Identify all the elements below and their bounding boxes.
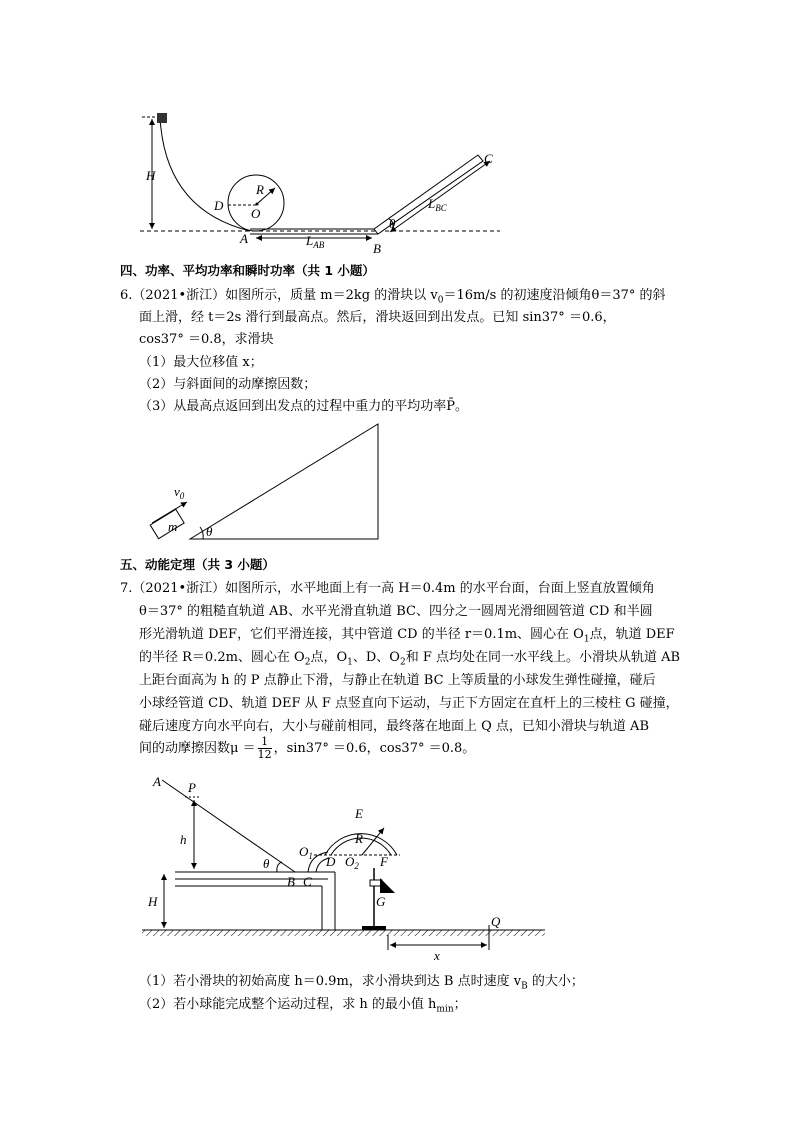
label-C: C <box>484 151 493 166</box>
label-B3: B <box>287 874 295 889</box>
angle-arc-3 <box>277 862 282 872</box>
q6-part3: （3）从最高点返回到出发点的过程中重力的平均功率P̄。 <box>139 399 469 414</box>
label-h: h <box>180 832 187 847</box>
label-theta1: θ <box>389 216 396 231</box>
prism-G <box>380 878 395 893</box>
incline-ab <box>162 780 295 872</box>
label-O2: $O_2$ <box>345 854 359 871</box>
label-LAB: $L_{AB}$ <box>306 233 325 250</box>
label-LBC: $L_{BC}$ <box>428 196 447 213</box>
q6-part2: （2）与斜面间的动摩擦因数； <box>139 377 317 392</box>
q7-line6: 小球经管道 CD、轨道 DEF 从 F 点竖直向下运动，与正下方固定在直杆上的三棱柱 G 碰撞， <box>139 696 679 711</box>
label-v0: $v_0$ <box>174 484 185 501</box>
label-H3: H <box>148 894 158 909</box>
label-m: m <box>168 519 178 534</box>
q7-line2: θ＝37° 的粗糙直轨道 AB、水平光滑直轨道 BC、四分之一圆周光滑细圆管道 CD 和半圆 <box>139 604 653 619</box>
rod-base <box>362 926 386 930</box>
label-theta2: θ <box>206 524 213 539</box>
label-Q: Q <box>491 914 501 929</box>
label-P: P <box>188 780 196 795</box>
label-O: O <box>251 206 261 221</box>
R-arrow3 <box>362 828 384 855</box>
q7-line5: 上距台面高为 h 的 P 点静止下滑，与静止在轨道 BC 上等质量的小球发生弹性碰撞，碰后 <box>139 673 656 688</box>
fraction: $\frac{1}{12}$ <box>257 735 272 761</box>
q6-line2: 面上滑，经 t＝2s 滑行到最高点。然后，滑块返回到出发点。已知 sin37° ＝0.6， <box>139 310 616 325</box>
label-A: A <box>240 231 248 246</box>
label-B: B <box>373 241 381 256</box>
q7-line1: 7.（2021•浙江）如图所示，水平地面上有一高 H＝0.4m 的水平台面，台面上竖直放置倾角 <box>120 581 655 596</box>
q7-line8: 间的动摩擦因数μ ＝ $\frac{1}{12}$ ，sin37° ＝0.6，cos37° ＝0.8。 <box>139 735 476 761</box>
label-R: R <box>256 182 264 197</box>
label-O1: $O_1$ <box>299 844 313 861</box>
label-F: F <box>380 854 388 869</box>
label-E: E <box>355 806 363 821</box>
label-A3: A <box>153 774 161 789</box>
label-x: x <box>434 948 440 963</box>
label-G: G <box>376 894 386 909</box>
label-C3: C <box>303 874 312 889</box>
q7-part2: （2）若小球能完成整个运动过程，求 h 的最小值 $h_{min}$； <box>139 997 467 1015</box>
ground-hatch <box>142 930 545 936</box>
q6-line1: 6.（2021•浙江）如图所示，质量 m＝2kg 的滑块以 $v_0=16m/s$ 的初速度沿倾角θ＝37° 的斜 <box>120 288 666 306</box>
label-D3: D <box>326 854 336 869</box>
q6-part1: （1）最大位移值 x； <box>139 355 263 370</box>
label-theta3: θ <box>263 856 270 871</box>
q7-line7: 碰后速度方向水平向右，大小与碰前相同，最终落在地面上 Q 点，已知小滑块与轨道 AB <box>139 719 649 734</box>
q7-line3: 形光滑轨道 DEF，它们平滑连接，其中管道 CD 的半径 r＝0.1m、圆心在 $O_1$点，轨道 DEF <box>139 627 675 645</box>
q7-line4: 的半径 R＝0.2m、圆心在 $O_2$点，$O_1$、D、$O_2$和 F 点均处在同一水平线上。小滑块从轨道 AB <box>139 650 681 668</box>
q7-part1: （1）若小滑块的初始高度 h＝0.9m，求小滑块到达 B 点时速度 $v_B$ 的大小； <box>139 974 584 992</box>
section4-title: 四、功率、平均功率和瞬时功率（共 1 小题） <box>120 263 375 278</box>
label-H: H <box>146 168 156 183</box>
label-D: D <box>214 198 224 213</box>
q6-line3: cos37° ＝0.8，求滑块 <box>139 332 274 347</box>
label-R3: R <box>355 831 363 846</box>
section5-title: 五、动能定理（共 3 小题） <box>120 557 275 572</box>
